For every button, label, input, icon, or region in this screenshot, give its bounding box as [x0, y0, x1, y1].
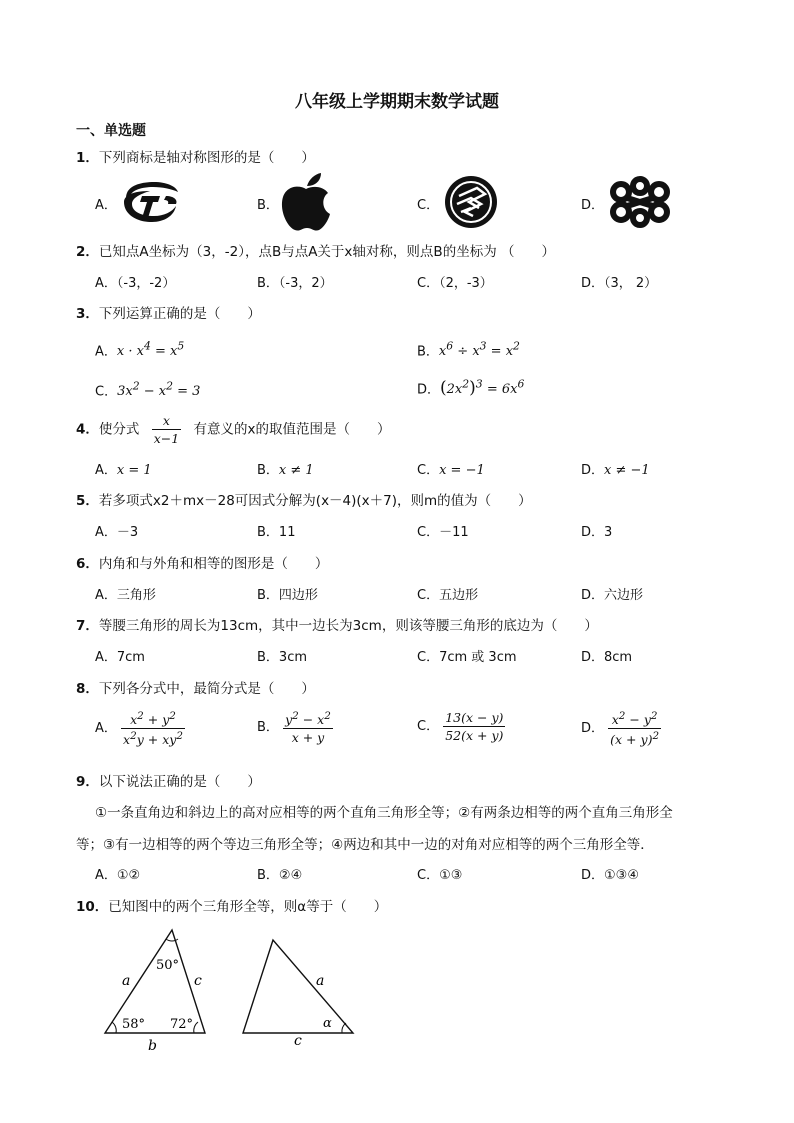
option-d: D．（3， 2）	[581, 276, 658, 291]
math-expression: $x \cdot x^4 = x^5$	[116, 340, 185, 360]
math-expression: x = −1	[439, 463, 485, 478]
question-9	[76, 770, 261, 790]
fraction-numerator: 13(x − y)	[445, 710, 504, 725]
question-7	[76, 614, 598, 634]
option-label: C．	[95, 384, 118, 400]
option-a	[95, 710, 185, 747]
option-c: C．7cm 或 3cm	[417, 650, 517, 665]
math-expression: $(2x^2)^3 = 6x^6$	[440, 378, 525, 399]
fraction-numerator: $y^2 - x^2$	[285, 710, 331, 728]
option-b: B．（-3，2）	[257, 276, 333, 291]
option-b-label: B．	[257, 198, 279, 213]
fraction-denominator: x + y	[291, 730, 325, 746]
option-a: A．三角形	[95, 588, 156, 603]
option-d: D．3	[581, 525, 613, 540]
option-d	[581, 710, 661, 747]
question-8	[76, 677, 315, 697]
option-c: C．（2，-3）	[417, 276, 493, 291]
question-text: 已知图中的两个三角形全等，则α等于（ ）	[108, 899, 388, 915]
mobile-logo-icon	[443, 174, 499, 234]
fraction	[283, 710, 333, 745]
angle-label-left: 58°	[122, 1017, 146, 1032]
fraction	[121, 710, 185, 747]
telecom-logo-icon	[120, 178, 182, 228]
option-d: D．8cm	[581, 650, 633, 665]
option-c-label: C．	[417, 198, 440, 213]
option-label: D．	[417, 382, 441, 398]
triangle-figure-2	[238, 935, 363, 1054]
option-c: C．五边形	[417, 588, 479, 603]
question-text: 下列运算正确的是（ ）	[98, 306, 261, 322]
option-label: B．	[257, 720, 279, 736]
statement-line-1: ①一条直角边和斜边上的高对应相等的两个直角三角形全等；②有两条边相等的两个直角三角形全	[95, 805, 673, 821]
fraction-numerator: x	[152, 413, 181, 430]
question-number: 9．	[76, 774, 99, 790]
question-number: 10．	[76, 899, 109, 915]
option-a: A．（-3，-2）	[95, 276, 176, 291]
question-number: 2．	[76, 244, 99, 260]
option-label: B．	[417, 344, 439, 360]
question-text: 使分式	[98, 421, 140, 438]
side-label-right: c	[194, 973, 202, 989]
fraction	[443, 710, 505, 743]
option-b: B．3cm	[257, 650, 308, 665]
fraction-denominator: $(x + y)^2$	[610, 730, 660, 748]
option-label: A．	[95, 344, 117, 360]
math-expression: x ≠ −1	[604, 463, 650, 478]
option-label: C．	[417, 719, 440, 734]
option-b	[417, 340, 520, 359]
option-label: D．	[581, 463, 605, 478]
option-a: A．7cm	[95, 650, 145, 665]
option-a-label: A．	[95, 198, 117, 213]
question-text: 下列各分式中，最简分式是（ ）	[98, 681, 315, 697]
statement-line-2: 等；③有一边相等的两个等边三角形全等；④两边和其中一边的对角对应相等的两个三角形全等．	[76, 837, 654, 853]
option-b: B．11	[257, 525, 296, 540]
option-a	[95, 459, 152, 478]
math-expression: $3x^2 - x^2 = 3$	[117, 380, 201, 400]
option-c	[417, 459, 485, 478]
side-label-right: a	[316, 973, 325, 989]
unicom-knot-icon	[605, 176, 675, 232]
question-1	[76, 146, 315, 166]
question-5	[76, 489, 532, 509]
option-label: B．	[257, 463, 279, 478]
question-text: 已知点A坐标为（3，-2），点B与点A关于x轴对称，则点B的坐标为 （ ）	[98, 244, 555, 260]
side-label-left: a	[122, 973, 131, 989]
option-a: A．①②	[95, 868, 141, 883]
math-expression: x ≠ 1	[278, 463, 314, 478]
option-b: B．②④	[257, 868, 303, 883]
option-label: A．	[95, 463, 117, 478]
question-10	[76, 895, 387, 915]
option-c	[417, 710, 505, 743]
option-label: A．	[95, 721, 117, 737]
option-a: A．－3	[95, 525, 139, 540]
option-c	[95, 380, 200, 399]
option-label: D．	[581, 721, 605, 737]
option-b	[257, 459, 314, 478]
fraction-denominator: $x^2y + xy^2$	[123, 730, 183, 748]
question-text: 下列商标是轴对称图形的是（ ）	[98, 150, 315, 166]
question-text: 若多项式x2＋mx－28可因式分解为(x－4)(x＋7)，则m的值为（ ）	[98, 493, 532, 509]
option-b	[257, 710, 333, 745]
side-label-bottom: c	[294, 1033, 302, 1049]
angle-label-right: 72°	[170, 1017, 194, 1032]
math-expression: $x^6 \div x^3 = x^2$	[438, 340, 520, 360]
fraction-numerator: $x^2 + y^2$	[121, 710, 185, 729]
question-number: 7．	[76, 618, 99, 634]
question-text: 有意义的x的取值范围是（ ）	[193, 421, 391, 438]
page-title: 八年级上学期期末数学试题	[295, 92, 499, 112]
question-text: 以下说法正确的是（ ）	[98, 774, 261, 790]
option-d-label: D．	[581, 198, 605, 213]
angle-label-top: 50°	[156, 958, 180, 973]
fraction	[152, 413, 181, 446]
option-c: C．①③	[417, 868, 463, 883]
question-number: 4．	[76, 421, 99, 438]
question-3	[76, 302, 261, 322]
fraction-denominator: 52(x + y)	[445, 728, 504, 743]
question-number: 5．	[76, 493, 99, 509]
option-d	[417, 378, 524, 398]
option-a	[95, 340, 184, 359]
apple-logo-icon	[280, 172, 332, 236]
angle-label-alpha: α	[323, 1016, 332, 1031]
option-label: C．	[417, 463, 440, 478]
option-b: B．四边形	[257, 588, 318, 603]
fraction-denominator: x−1	[153, 431, 180, 446]
question-4	[76, 413, 390, 446]
fraction-numerator: $x^2 - y^2$	[608, 710, 661, 729]
section-heading: 一、单选题	[76, 123, 146, 139]
question-number: 6．	[76, 556, 99, 572]
fraction	[608, 710, 661, 747]
side-label-bottom: b	[148, 1038, 157, 1054]
option-d	[581, 459, 650, 478]
option-d: D．六边形	[581, 588, 644, 603]
question-text: 等腰三角形的周长为13cm，其中一边长为3cm，则该等腰三角形的底边为（ ）	[98, 618, 598, 634]
option-d: D．①③④	[581, 868, 639, 883]
question-2	[76, 240, 555, 260]
option-c: C．－11	[417, 525, 469, 540]
question-number: 1．	[76, 150, 99, 166]
question-number: 8．	[76, 681, 99, 697]
math-expression: x = 1	[116, 463, 152, 478]
question-number: 3．	[76, 306, 99, 322]
question-6	[76, 552, 328, 572]
triangle-figure-1	[100, 925, 215, 1059]
question-text: 内角和与外角和相等的图形是（ ）	[98, 556, 329, 572]
